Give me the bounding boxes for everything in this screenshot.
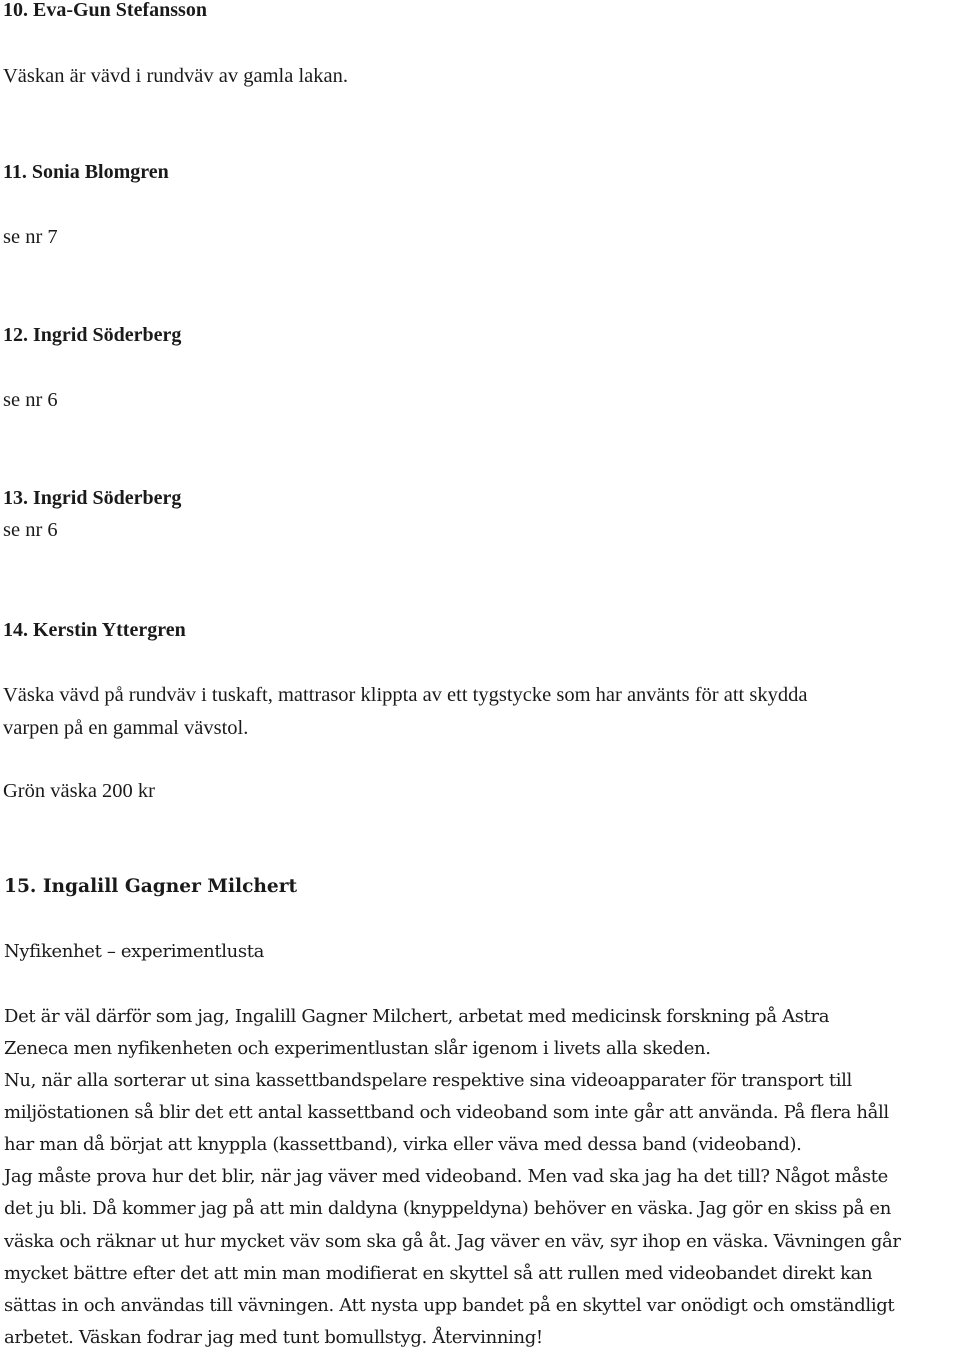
entry-heading: 12. Ingrid Söderberg bbox=[3, 324, 182, 346]
entry-text: sättas in och användas till vävningen. Att nysta upp bandet på en skyttel var onödigt och omständligt bbox=[4, 1295, 895, 1316]
entry-heading: 11. Sonia Blomgren bbox=[3, 161, 169, 183]
price-text: Grön väska 200 kr bbox=[3, 780, 156, 802]
entry-text: Väska vävd på rundväv i tuskaft, mattrasor klippta av ett tygstycke som har använts för att skydda bbox=[3, 684, 808, 706]
entry-text: Jag måste prova hur det blir, när jag väver med videoband. Men vad ska jag ha det till? Något måste bbox=[4, 1166, 888, 1187]
entry-heading: 10. Eva-Gun Stefansson bbox=[3, 0, 207, 21]
entry-text: har man då börjat att knyppla (kassettband), virka eller väva med dessa band (videoband). bbox=[4, 1134, 802, 1155]
entry-text: varpen på en gammal vävstol. bbox=[3, 717, 249, 739]
entry-text: miljöstationen så blir det ett antal kassettband och videoband som inte går att använda. På flera håll bbox=[4, 1102, 889, 1123]
entry-text: arbetet. Väskan fodrar jag med tunt bomullstyg. Återvinning! bbox=[4, 1327, 543, 1348]
entry-text: det ju bli. Då kommer jag på att min daldyna (knyppeldyna) behöver en väska. Jag gör en skiss på en bbox=[4, 1198, 891, 1219]
entry-text: Zeneca men nyfikenheten och experimentlustan slår igenom i livets alla skeden. bbox=[4, 1038, 711, 1059]
entry-text: se nr 6 bbox=[3, 519, 58, 541]
entry-text: väska och räknar ut hur mycket väv som ska gå åt. Jag väver en väv, syr ihop en väska. Vävningen går bbox=[4, 1231, 901, 1252]
entry-text: Väskan är vävd i rundväv av gamla lakan. bbox=[3, 65, 348, 87]
entry-text: se nr 7 bbox=[3, 226, 58, 248]
entry-subtitle: Nyfikenhet – experimentlusta bbox=[4, 941, 265, 962]
entry-heading: 13. Ingrid Söderberg bbox=[3, 487, 182, 509]
entry-text: Nu, när alla sorterar ut sina kassettbandspelare respektive sina videoapparater för transport till bbox=[4, 1070, 852, 1091]
entry-heading: 14. Kerstin Yttergren bbox=[3, 619, 186, 641]
entry-text: Det är väl därför som jag, Ingalill Gagner Milchert, arbetat med medicinsk forskning på Astra bbox=[4, 1006, 830, 1027]
entry-text: se nr 6 bbox=[3, 389, 58, 411]
entry-text: mycket bättre efter det att min man modifierat en skyttel så att rullen med videobandet direkt kan bbox=[4, 1263, 873, 1284]
entry-heading: 15. Ingalill Gagner Milchert bbox=[4, 876, 298, 897]
